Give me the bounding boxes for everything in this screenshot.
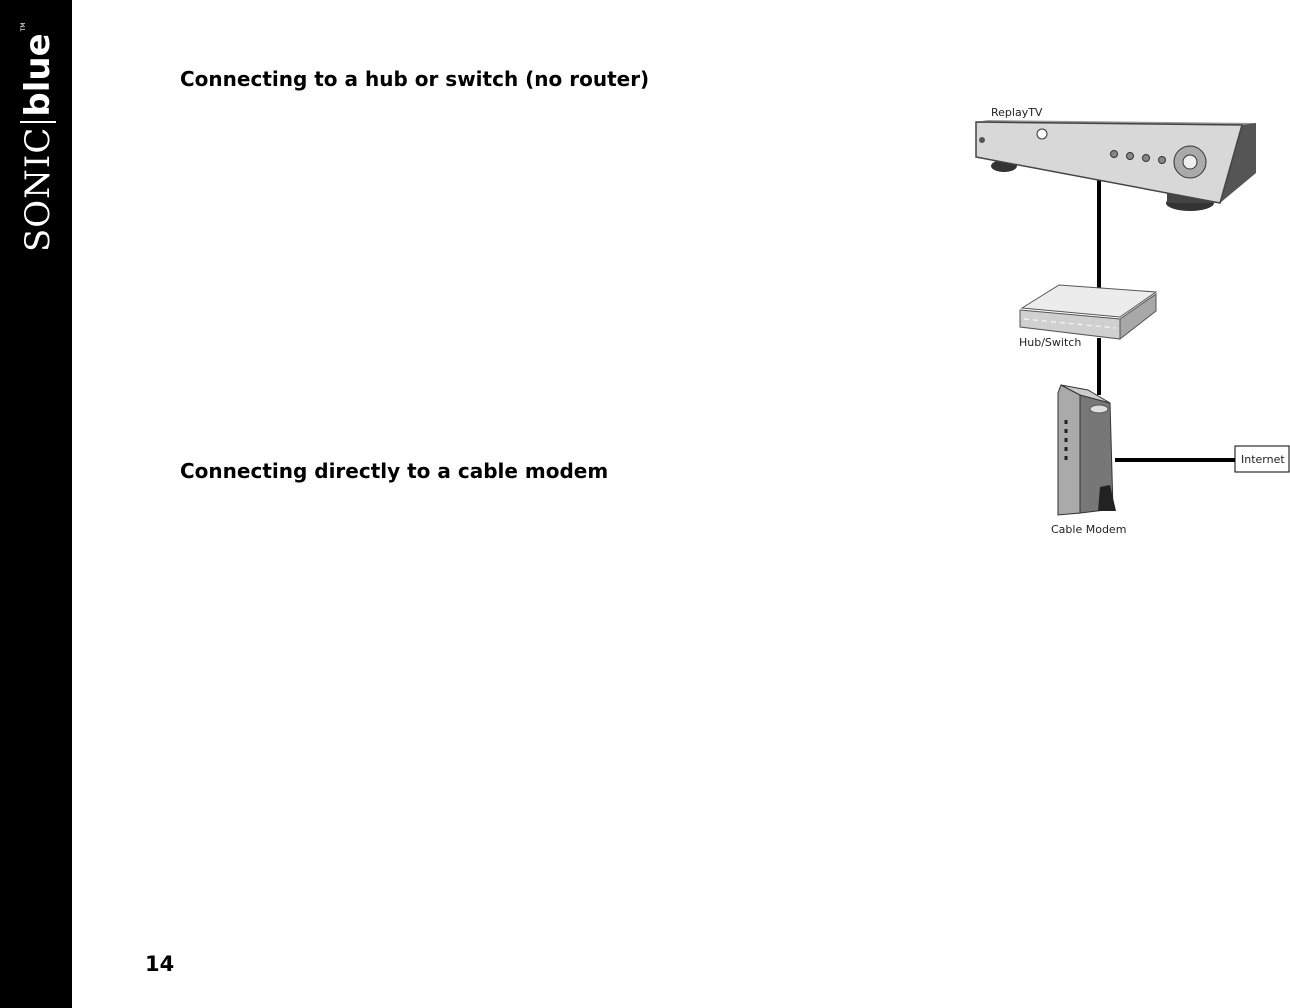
replaytv-label: ReplayTV [991,106,1043,119]
modem-front [1058,385,1080,515]
replaytv-logo-icon [1037,129,1047,139]
section-heading-hub-switch: Connecting to a hub or switch (no router) [180,67,650,91]
logo-trademark: TM [20,22,27,32]
sidebar [0,0,72,1008]
modem-logo-icon [1090,405,1108,413]
replaytv-power-icon [979,137,985,143]
select-button-icon [1183,155,1197,169]
pause-button-icon [1111,151,1118,158]
logo-separator [20,121,56,123]
logo-blue-text: blue [18,33,58,117]
menu-button-icon [1143,155,1150,162]
internet-label: Internet [1241,453,1285,466]
section-heading-cable-modem: Connecting directly to a cable modem [180,459,609,483]
replaytv-device [976,120,1256,211]
exit-button-icon [1159,157,1166,164]
sonicblue-logo [18,12,58,252]
page-number: 14 [145,952,175,976]
network-diagram [960,95,1290,545]
hub-switch-device [1020,285,1156,339]
hub-switch-label: Hub/Switch [1019,336,1082,349]
cable-modem-label: Cable Modem [1051,523,1127,536]
logo-sonic-text: SONIC [18,126,58,252]
modem-stand [1098,485,1116,511]
rec-button-icon [1127,153,1134,160]
diagram-graphic [960,95,1290,545]
cable-modem-device [1058,385,1116,515]
